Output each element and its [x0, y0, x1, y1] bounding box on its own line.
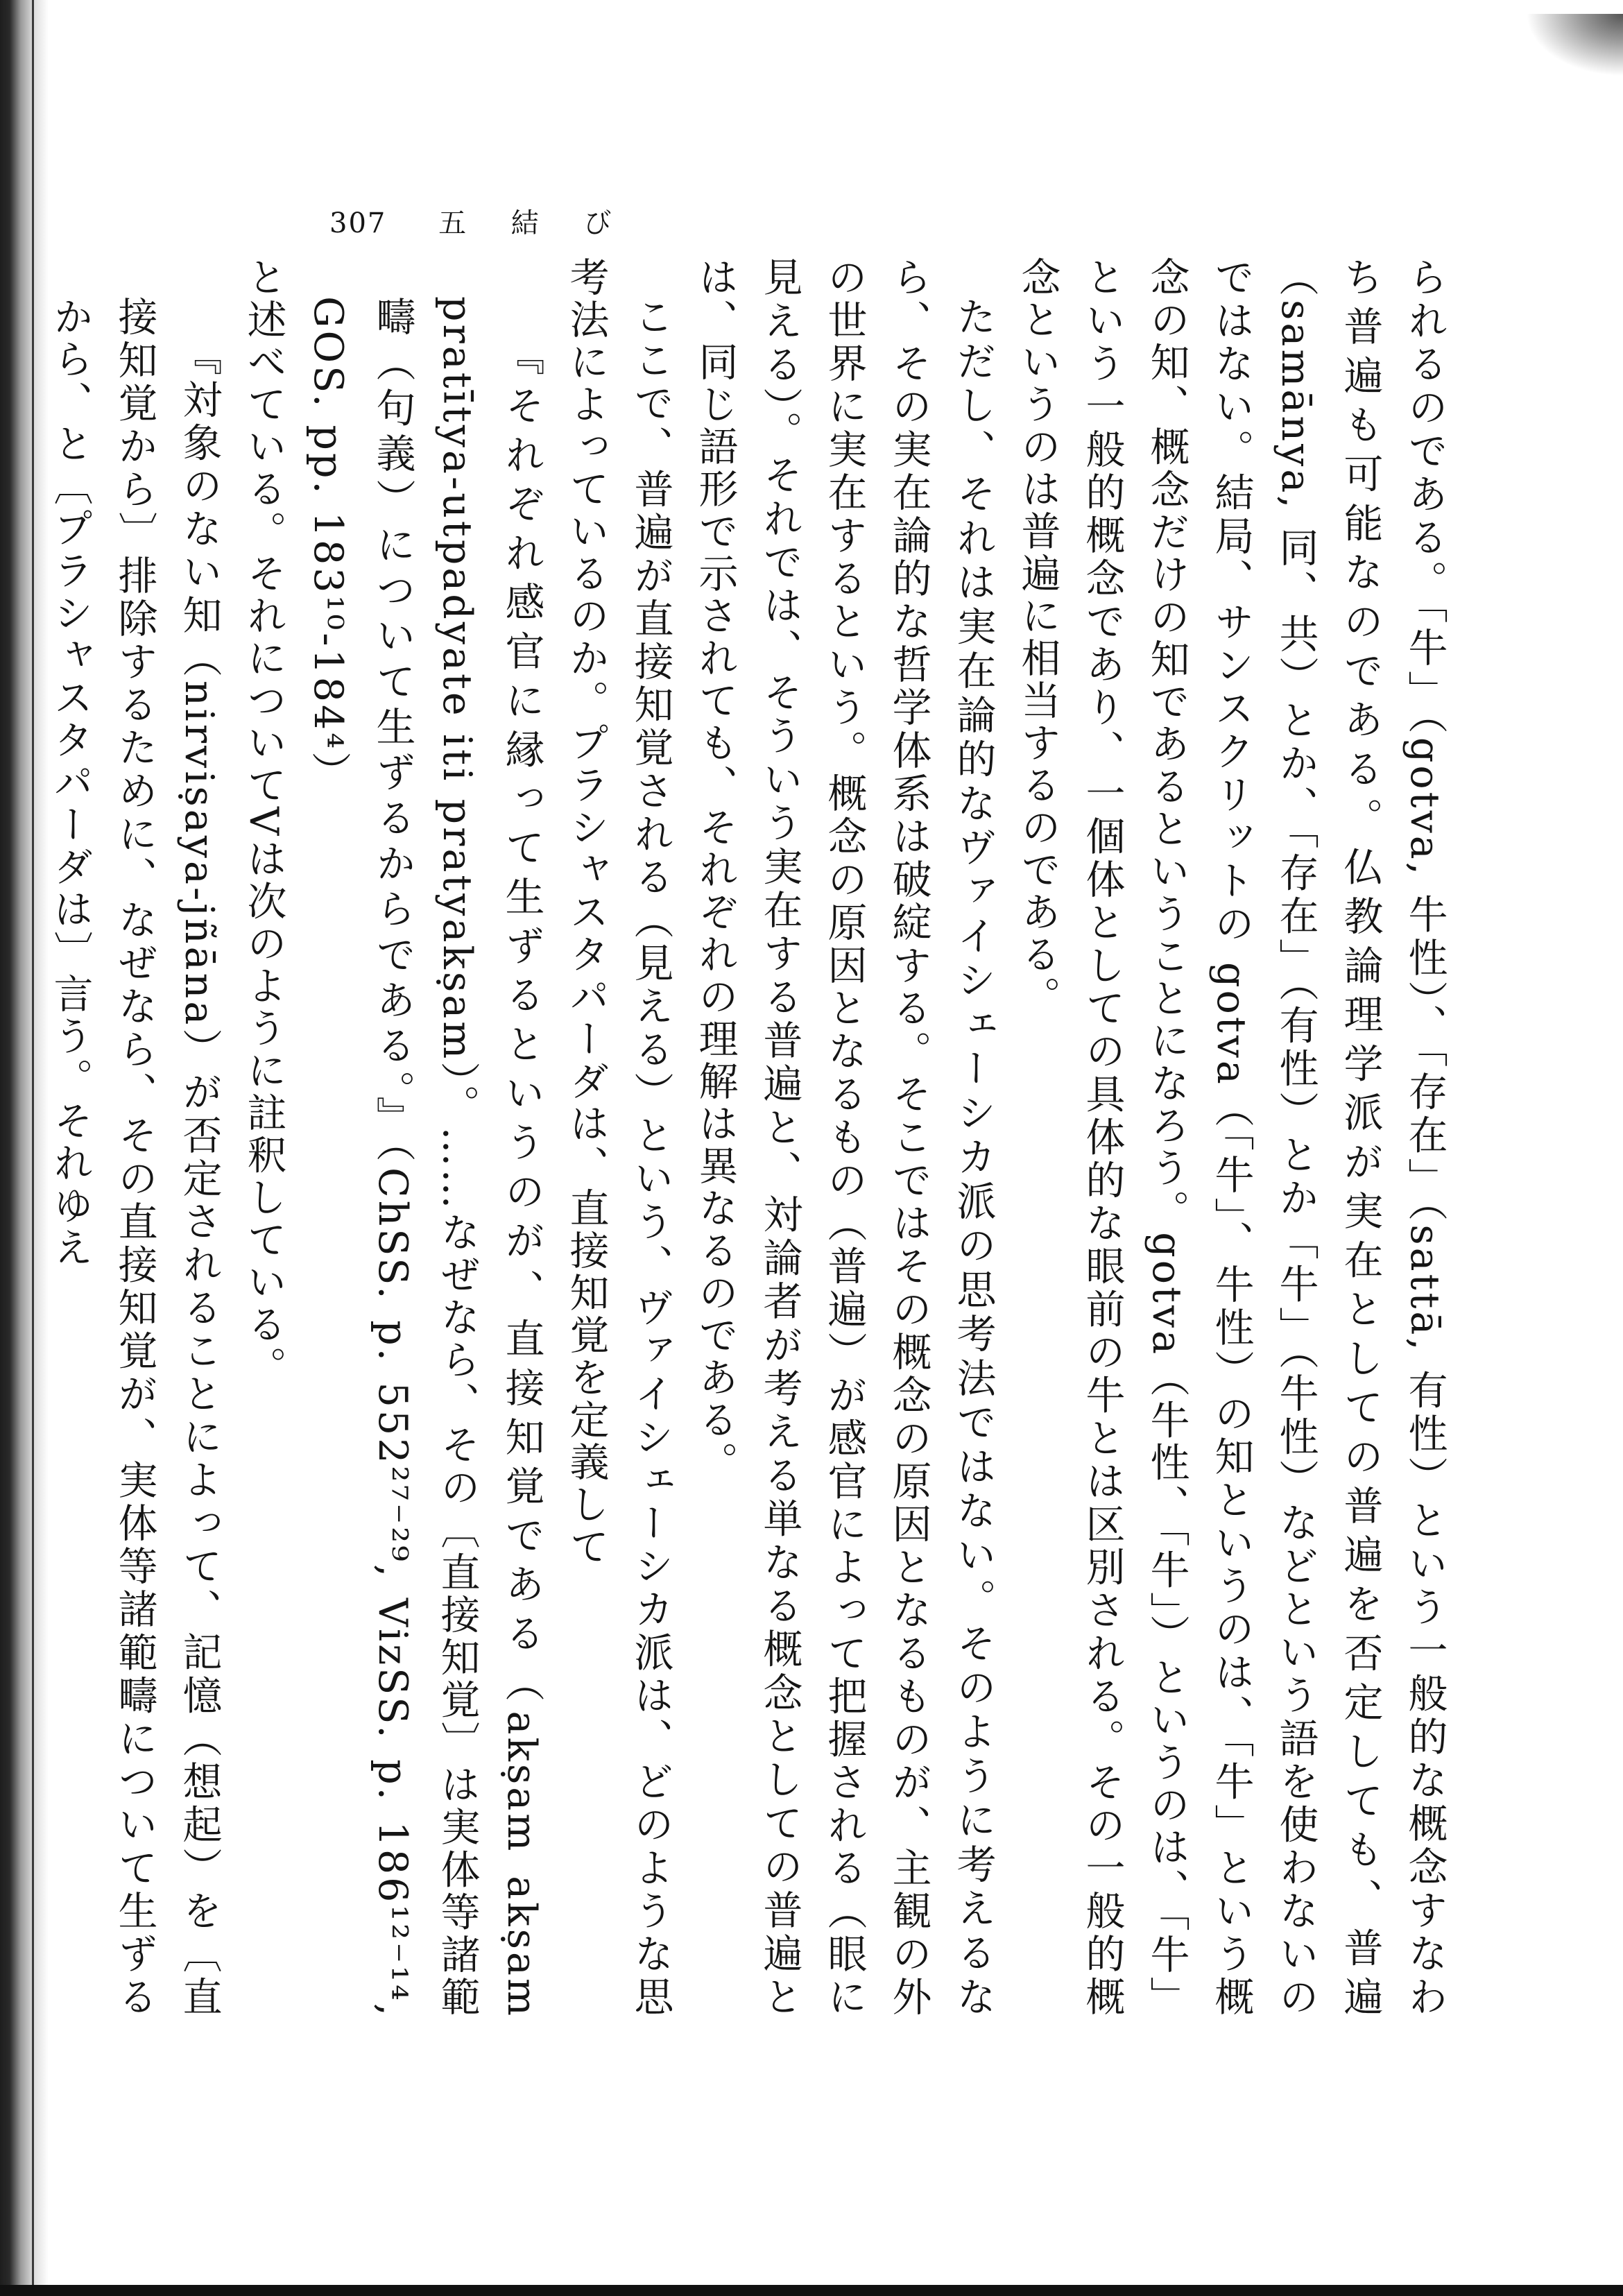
paragraph-3: ここで、普遍が直接知覚される（見える）という、ヴァイシェーシカ派は、どのような思考法によっているのか。プラシャスタパーダは、直接知覚を定義して: [563, 257, 673, 2019]
scan-bottom-edge: [0, 2285, 1623, 2296]
paragraph-4: と述べている。それについてVは次のように註釈している。: [241, 257, 286, 1389]
paragraph-2: ただし、それは実在論的なヴァイシェーシカ派の思考法ではない。そのように考えるなら、その実在論的な哲学体系は破綻する。そこではその概念の原因となるものが、主観の外の世界に実在するという。概念の原因となるもの（普遍）が感官によって把握される（眼に見える）。それでは、そういう実在する普遍と、対論者が考える単なる概念としての普遍とは、同じ語形で示されても、それぞれの理解は異なるのである。: [692, 257, 996, 2019]
quotation-2: 『対象のない知（nirviṣaya-jñāna）が否定されることによって、記憶（想起）を〔直接知覚から〕排除するために、なぜなら、その直接知覚が、実体等諸範疇について生ずるから、と〔プラシャスタパーダは〕言う。それゆえ: [47, 296, 222, 2019]
running-head: [329, 201, 630, 241]
page-number: 307: [329, 207, 387, 239]
binding-line: [32, 0, 34, 2296]
body-text: [47, 257, 1457, 2019]
quotation-1: 『それぞれ感官に縁って生ずるというのが、直接知覚である（akṣam akṣam pratītya-utpadyate iti pratyakṣam）。……なぜなら、その〔直接知覚〕は実体等諸範疇（句義）について生ずるからである。』（ChSS. p. 552²⁷⁻²⁹, VizSS. p. 186¹²⁻¹⁴, GOS. pp. 183¹⁰-184⁴）: [305, 296, 544, 2019]
scan-corner-smudge: [1526, 14, 1623, 76]
paragraph-1: られるのである。「牛」（gotva, 牛性）、「存在」（sattā, 有性）という一般的な概念すなわち普遍も可能なのである。仏教論理学派が実在としての普遍を否定しても、普遍（samānya, 同、共）とか、「存在」（有性）とか「牛」（牛性）などという語を使わないのではない。結局、サンスクリットの gotva（「牛」、牛性）の知というのは、「牛」という概念の知、概念だけの知であるということになろう。gotva（牛性、「牛」）というのは、「牛」という一般的概念であり、一個体としての具体的な眼前の牛とは区別される。その一般的概念というのは普遍に相当するのである。: [1015, 257, 1448, 2019]
chapter-title: 五 結 び: [438, 207, 630, 239]
